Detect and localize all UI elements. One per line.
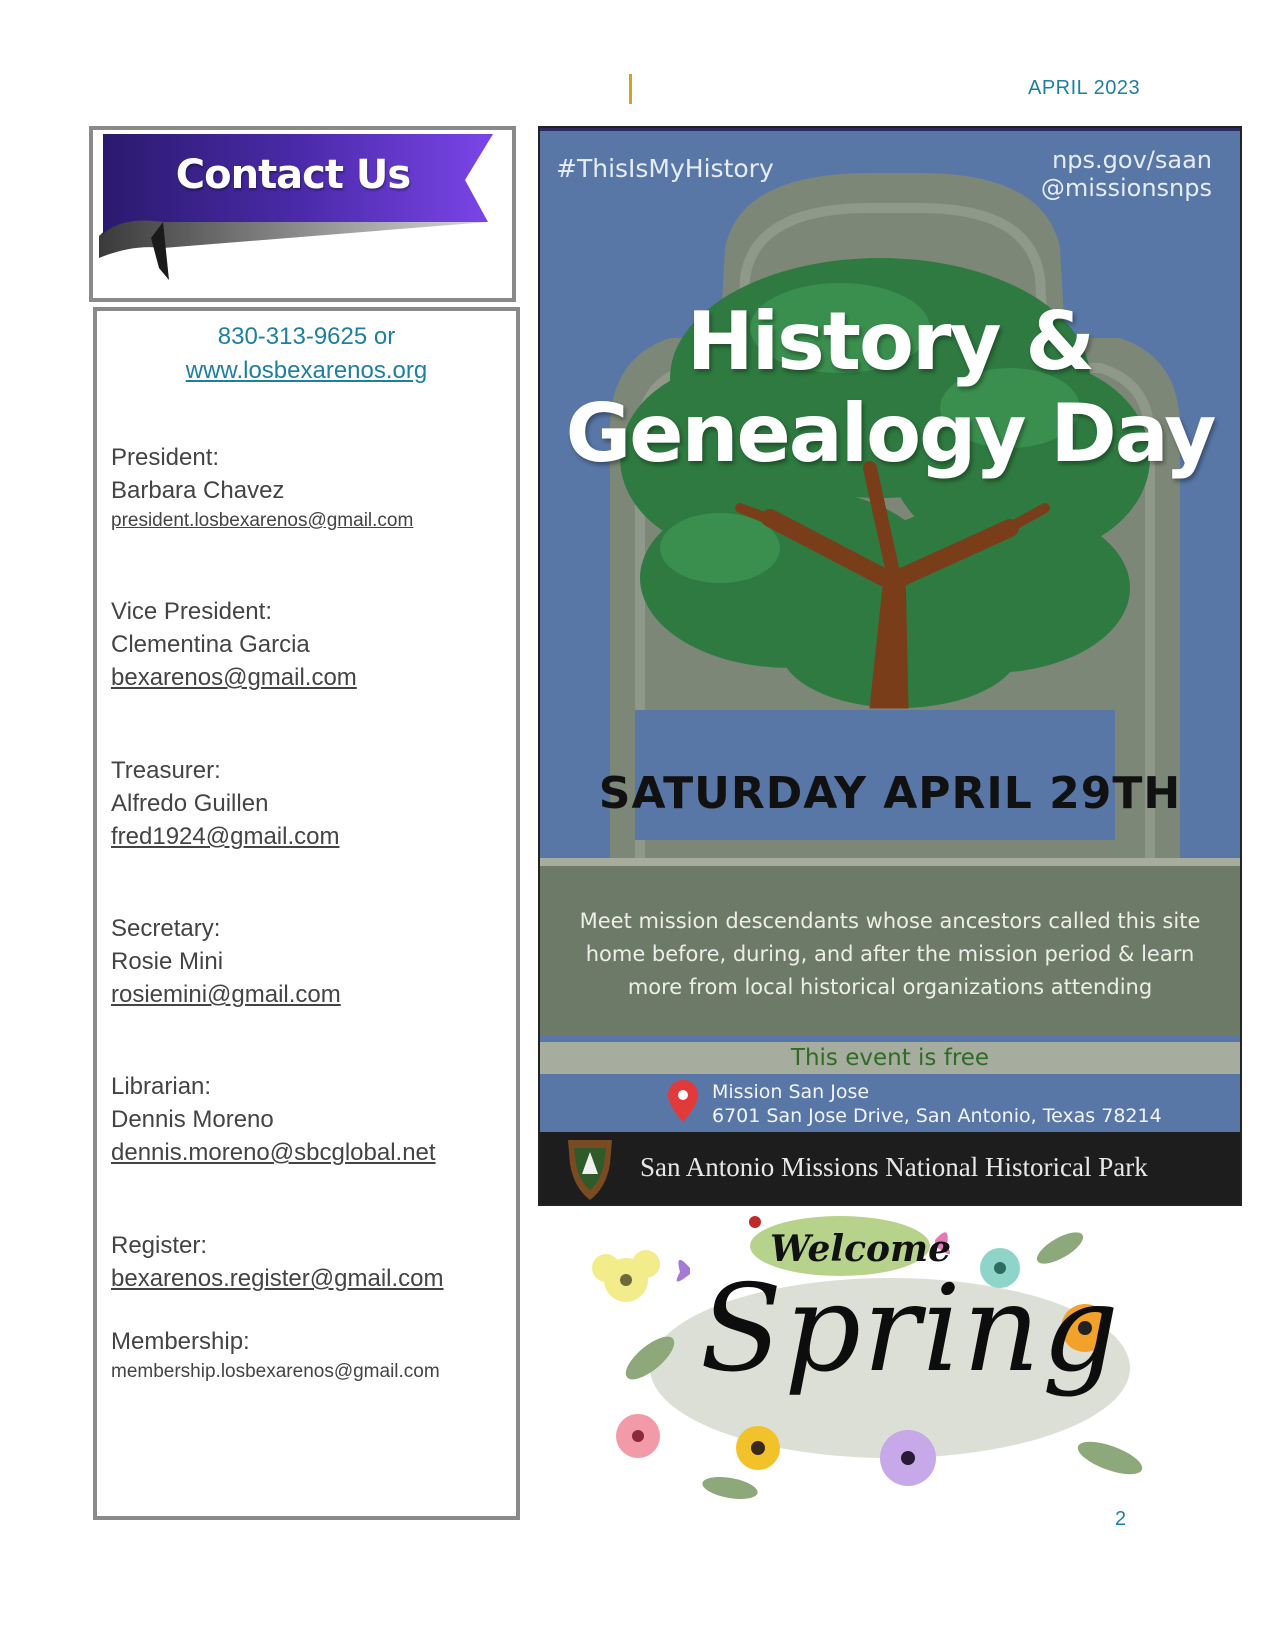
officer-email-link[interactable]: fred1924@gmail.com xyxy=(111,823,340,850)
flower-yellow-left xyxy=(592,1250,660,1302)
officer-email-link[interactable]: dennis.moreno@sbcglobal.net xyxy=(111,1139,436,1166)
officer-name: Dennis Moreno xyxy=(111,1106,274,1133)
event-title xyxy=(540,296,1240,480)
officer-name: Clementina Garcia xyxy=(111,631,310,658)
free-event-text: This event is free xyxy=(790,1045,990,1071)
hashtag: #ThisIsMyHistory xyxy=(556,154,774,183)
contact-us-title: Contact Us xyxy=(175,152,411,198)
officer-register xyxy=(111,1229,444,1295)
park-footer xyxy=(540,1132,1240,1206)
issue-date: APRIL 2023 xyxy=(1028,77,1141,99)
officer-email-link[interactable]: president.losbexarenos@gmail.com xyxy=(111,510,414,531)
officer-role: Membership: xyxy=(111,1328,250,1355)
officer-role: Treasurer: xyxy=(111,757,221,784)
location-name: Mission San Jose xyxy=(712,1081,870,1103)
nps-site: nps.gov/saan xyxy=(1052,146,1212,174)
officer-role: President: xyxy=(111,444,220,471)
officer-email-link[interactable]: bexarenos@gmail.com xyxy=(111,664,357,691)
officer-name: Barbara Chavez xyxy=(111,477,285,504)
officer-role: Vice President: xyxy=(111,598,272,625)
officer-librarian xyxy=(111,1070,436,1169)
officer-membership xyxy=(111,1325,440,1386)
nps-handle: @missionsnps xyxy=(1040,174,1212,202)
welcome-text: Welcome xyxy=(770,1228,952,1270)
officer-vice-president xyxy=(111,595,357,694)
nps-contact xyxy=(1041,146,1212,202)
officer-secretary xyxy=(111,912,341,1011)
location-address: 6701 San Jose Drive, San Antonio, Texas 78214 xyxy=(712,1105,1162,1127)
officer-role: Secretary: xyxy=(111,915,221,942)
officer-name: Rosie Mini xyxy=(111,948,224,975)
event-title-line1: History & xyxy=(686,295,1094,388)
free-event-bar xyxy=(540,1042,1240,1074)
officer-name: Alfredo Guillen xyxy=(111,790,269,817)
event-description: Meet mission descendants whose ancestors called this site home before, during, and after the mission period & learn more from local historical organizations attending xyxy=(579,909,1201,999)
event-poster xyxy=(538,126,1242,1206)
event-location xyxy=(712,1080,1162,1128)
website-link[interactable]: www.losbexarenos.org xyxy=(185,357,428,384)
event-date: SATURDAY APRIL 29TH xyxy=(598,768,1182,819)
phone-number: 830-313-9625 or xyxy=(217,323,396,350)
officer-email: membership.losbexarenos@gmail.com xyxy=(111,1361,440,1382)
spring-text: Spring xyxy=(700,1260,1121,1399)
officer-email-link[interactable]: rosiemini@gmail.com xyxy=(111,981,341,1008)
officer-role: Librarian: xyxy=(111,1073,212,1100)
poster-top-border xyxy=(540,128,1240,131)
officer-role: Register: xyxy=(111,1232,208,1259)
page-number: 2 xyxy=(1115,1508,1127,1530)
contact-us-banner xyxy=(89,126,516,302)
event-title-line2: Genealogy Day xyxy=(565,387,1215,480)
contact-info-box xyxy=(93,307,520,1520)
officer-treasurer xyxy=(111,754,339,853)
nps-arrowhead-icon xyxy=(564,1138,616,1202)
officer-president xyxy=(111,441,413,535)
officer-email-link[interactable]: bexarenos.register@gmail.com xyxy=(111,1265,444,1292)
park-name: San Antonio Missions National Historical Park xyxy=(640,1152,1148,1182)
location-pin-icon xyxy=(668,1080,698,1122)
header-divider xyxy=(629,74,632,104)
